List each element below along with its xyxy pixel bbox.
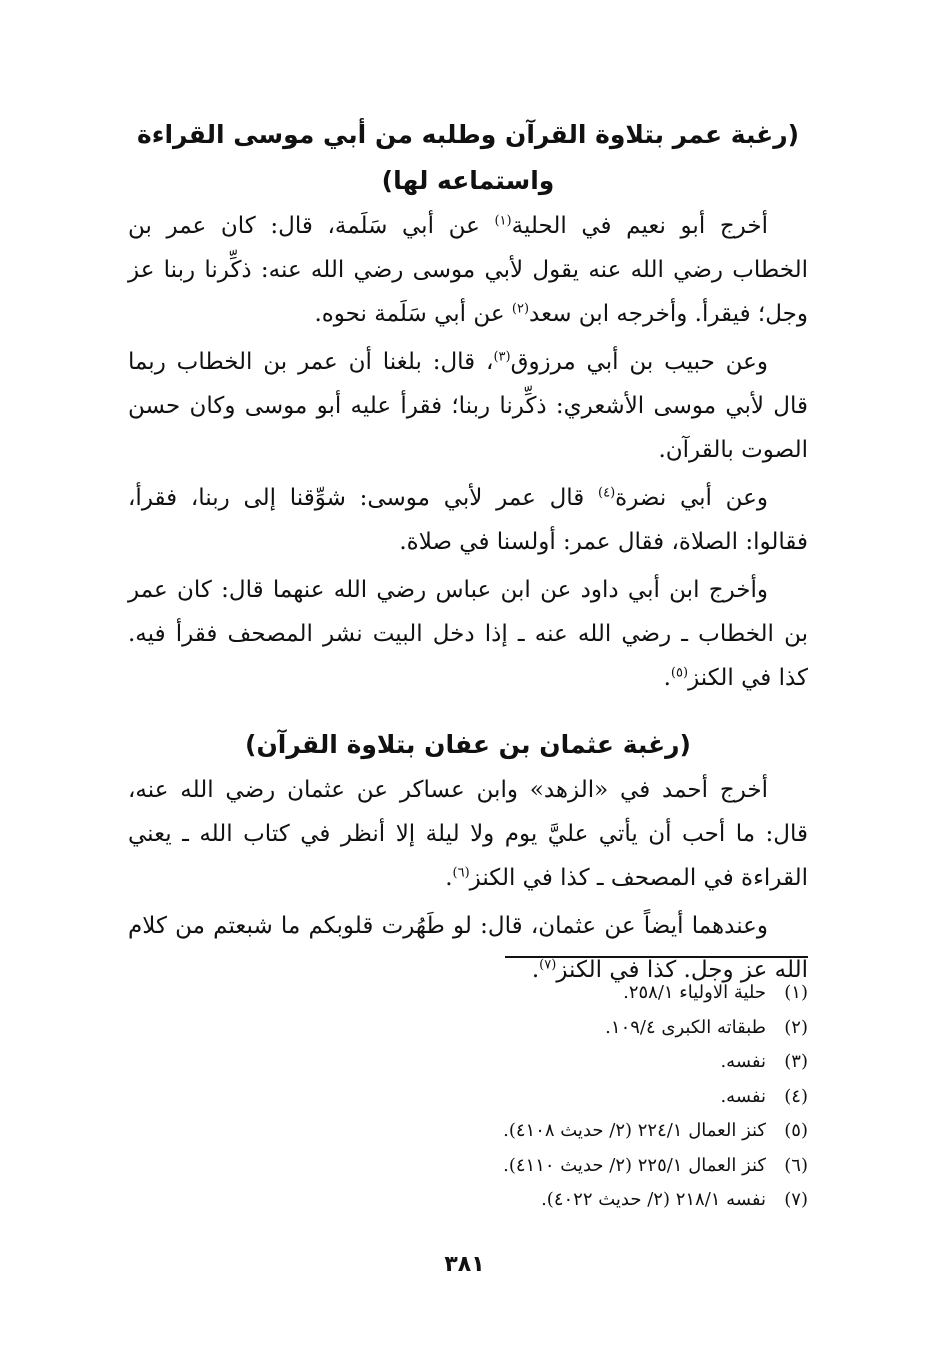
footnote-item <box>300 1045 808 1080</box>
paragraph-ahmad-zuhd <box>128 768 808 900</box>
footnote-text: كنز العمال ٢٢٤/١ (٢/ حديث ٤١٠٨). <box>503 1120 766 1141</box>
footnote-number: (٥) <box>784 1120 808 1141</box>
footnote-item <box>300 1183 808 1218</box>
footnote-text: كنز العمال ٢٢٥/١ (٢/ حديث ٤١١٠). <box>503 1154 766 1176</box>
footnote-number: (٢) <box>784 1016 808 1038</box>
paragraph-text: ، قال: بلغنا أن عمر بن الخطاب ربما قال لأبي موسى الأشعري: ذكِّرنا ربنا؛ فقرأ عليه أبو موسى وكان حسن الصوت بالقرآن. <box>128 349 808 463</box>
paragraph-abu-nadra <box>128 476 808 564</box>
footnote-item <box>300 976 808 1011</box>
paragraph-text: عن أبي سَلَمة، قال: كان عمر بن الخطاب رضي الله عنه يقول لأبي موسى رضي الله عنه: ذكِّرنا ربنا عز وجل؛ فيقرأ. وأخرجه ابن سعد <box>128 213 808 327</box>
paragraph-text: وعندهما أيضاً عن عثمان، قال: لو طَهُرت قلوبكم ما شبعتم من كلام الله عز وجل. كذا في الكنز <box>128 913 808 983</box>
paragraph-text: وعن حبيب بن أبي مرزوق <box>510 349 768 375</box>
footnote-item <box>300 1011 808 1046</box>
paragraph-text: وعن أبي نضرة <box>615 485 769 511</box>
footnote-number: (١) <box>784 982 808 1003</box>
footnote-text: طبقاته الكبرى ١٠٩/٤. <box>605 1016 766 1038</box>
paragraph-text: وأخرج ابن أبي داود عن ابن عباس رضي الله عنهما قال: كان عمر بن الخطاب ـ رضي الله عنه ـ إذا دخل البيت نشر المصحف فقرأ فيه. كذا في الكنز <box>128 577 808 691</box>
paragraph-text: عن أبي سَلَمة نحوه. <box>314 301 512 327</box>
page-body <box>128 112 808 992</box>
footnote-text: حلية الاولياء ٢٥٨/١. <box>623 982 766 1003</box>
section-heading-uthman: (رغبة عثمان بن عفان بتلاوة القرآن) <box>245 730 691 759</box>
footnote-number: (٤) <box>784 1085 808 1107</box>
paragraph-habib <box>128 340 808 472</box>
footnote-ref[interactable]: (٤) <box>598 485 616 501</box>
footnote-text: نفسه. <box>720 1085 766 1107</box>
footnote-ref[interactable]: (٧) <box>539 957 557 973</box>
footnote-number: (٣) <box>784 1051 808 1072</box>
footnote-ref[interactable]: (٥) <box>670 665 689 681</box>
paragraph-abu-nuaym <box>128 204 808 336</box>
footnote-ref[interactable]: (٢) <box>511 301 530 317</box>
paragraph-ibn-abbas <box>128 568 808 700</box>
footnote-number: (٦) <box>784 1154 808 1176</box>
paragraph-text: أخرج أحمد في «الزهد» وابن عساكر عن عثمان رضي الله عنه، قال: ما أحب أن يأتي عليَّ يوم ولا ليلة إلا أنظر في كتاب الله ـ يعني القراءة في المصحف ـ كذا في الكنز <box>128 777 808 891</box>
footnote-item <box>300 1114 808 1149</box>
footnote-divider <box>505 956 808 958</box>
paragraph-text: . <box>663 665 671 691</box>
paragraph-text: أخرج أبو نعيم في الحلية <box>511 213 768 239</box>
footnote-ref[interactable]: (٦) <box>452 865 470 881</box>
footnote-text: نفسه ٢١٨/١ (٢/ حديث ٤٠٢٢). <box>541 1189 766 1210</box>
paragraph-text: قال عمر لأبي موسى: شوِّقنا إلى ربنا، فقرأ، فقالوا: الصلاة، فقال عمر: أولسنا في صلاة. <box>128 485 808 555</box>
page-number: ٣٨١ <box>444 1252 485 1277</box>
footnote-ref[interactable]: (١) <box>494 213 512 229</box>
footnote-text: نفسه. <box>720 1051 766 1072</box>
footnotes-list <box>300 976 808 1218</box>
paragraph-text: . <box>531 957 540 983</box>
paragraph-text: . <box>445 865 453 891</box>
section-heading-omar: (رغبة عمر بتلاوة القرآن وطلبه من أبي موسى القراءة واستماعه لها) <box>136 120 800 195</box>
footnote-item <box>300 1149 808 1184</box>
footnote-item <box>300 1080 808 1115</box>
footnote-ref[interactable]: (٣) <box>493 349 511 365</box>
footnote-number: (٧) <box>784 1189 808 1210</box>
